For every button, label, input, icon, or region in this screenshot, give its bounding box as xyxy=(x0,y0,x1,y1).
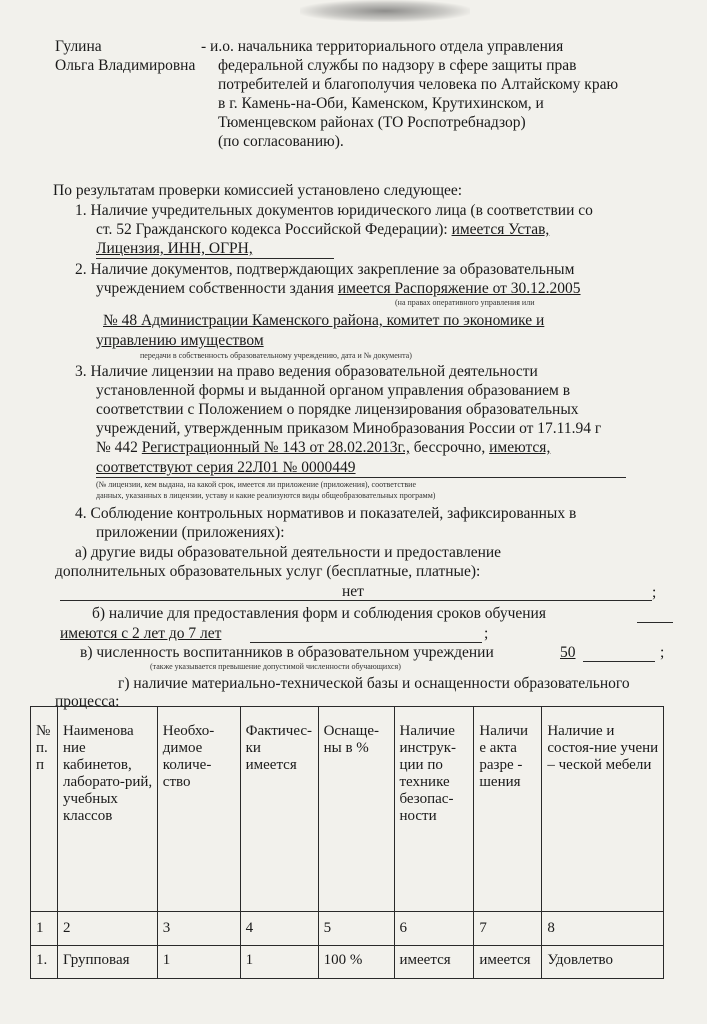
item2-line2-text: учреждением собственности здания xyxy=(96,280,338,297)
table-header-cell: Наличи е акта разре - шения xyxy=(474,707,542,912)
item1-documents-value-2: Лицензия, ИНН, ОГРН, xyxy=(96,240,253,257)
role-line-3: потребителей и благополучия человека по Алтайскому краю xyxy=(218,76,619,93)
item4a-line1: а) другие виды образовательной деятельности и предоставление xyxy=(75,544,502,561)
item4b-underline-1 xyxy=(637,622,673,623)
table-cell: 100 % xyxy=(318,946,394,979)
item4b-value: имеются с 2 лет до 7 лет xyxy=(60,625,222,642)
item1-line2 xyxy=(96,221,549,239)
table-cell: 1 xyxy=(240,946,318,979)
role-line-2: федеральной службы по надзору в сфере защиты прав xyxy=(218,57,577,74)
table-header-cell: Наличие инструк-ции по технике безопас-ности xyxy=(394,707,474,912)
table-column-number: 4 xyxy=(240,912,318,946)
item4-line1: 4. Соблюдение контрольных нормативов и показателей, зафиксированных в xyxy=(75,505,577,522)
role-line-1: - и.о. начальника территориального отдела управления xyxy=(201,38,564,55)
item1-underline xyxy=(96,258,334,259)
item3-series-value: соответствуют серия 22Л01 № 0000449 xyxy=(96,459,356,476)
table-column-number: 1 xyxy=(31,912,58,946)
role-line-4: в г. Камень-на-Оби, Каменском, Крутихинском, и xyxy=(218,95,544,112)
item2-order-value: имеется Распоряжение от 30.12.2005 xyxy=(337,280,581,297)
item3-underline xyxy=(96,477,626,478)
table-header-cell: Оснаще-ны в % xyxy=(318,707,394,912)
table-cell: Удовлетво xyxy=(542,946,664,979)
table-row xyxy=(31,946,664,979)
table-column-number: 5 xyxy=(318,912,394,946)
item1-line2-text: ст. 52 Гражданского кодекса Российской Федерации): xyxy=(96,221,452,238)
item4c-value: 50 xyxy=(560,644,576,661)
item3-line3: соответствии с Положением о порядке лицензирования образовательных xyxy=(96,401,579,418)
table-header-cell: № п. п xyxy=(31,707,58,912)
item2-line1: 2. Наличие документов, подтверждающих закрепление за образовательным xyxy=(75,261,575,278)
item3-note-2: данных, указанных в лицензии, уставу и какие реализуются виды общеобразовательных программ) xyxy=(96,491,436,500)
table-header-row xyxy=(31,707,664,912)
item4c-semicolon: ; xyxy=(660,644,665,661)
equipment-table xyxy=(30,706,664,979)
table-column-number: 8 xyxy=(542,912,664,946)
item4b-underline-2 xyxy=(250,642,482,643)
table-header-cell: Необхо-димое количе-ство xyxy=(157,707,240,912)
table-header-cell: Наименова ние кабинетов, лаборато-рий, учебных классов xyxy=(57,707,157,912)
item4a-value: нет xyxy=(342,583,364,600)
item4-line2: приложении (приложениях): xyxy=(96,524,285,541)
item3-line1: 3. Наличие лицензии на право ведения образовательной деятельности xyxy=(75,363,538,380)
item4c-note: (также указывается превышение допустимой численности обучающихся) xyxy=(150,662,401,671)
item2-note-1: (на правах оперативного управления или xyxy=(395,298,535,307)
table-column-number: 7 xyxy=(474,912,542,946)
item3-line5-mid: бессрочно, xyxy=(409,439,490,456)
item2-order-value-3: управлению имуществом xyxy=(96,332,264,349)
item4b-line: б) наличие для предоставления форм и соблюдения сроков обучения xyxy=(92,605,546,622)
table-header-cell: Фактичес-ки имеется xyxy=(240,707,318,912)
item1-line1: 1. Наличие учредительных документов юридического лица (в соответствии со xyxy=(75,202,593,219)
table-column-number: 3 xyxy=(157,912,240,946)
table-column-number: 2 xyxy=(57,912,157,946)
item2-line2 xyxy=(96,280,581,298)
scan-smudge xyxy=(300,0,470,22)
item4d-line2: процесса: xyxy=(55,693,120,710)
item3-line5-text: № 442 xyxy=(96,439,142,456)
item3-line4: учреждений, утвержденным приказом Минобразования России от 17.11.94 г xyxy=(96,420,602,437)
item4c-underline xyxy=(583,661,655,662)
table-cell: имеется xyxy=(394,946,474,979)
item3-exists-value: имеются, xyxy=(489,439,551,456)
table-cell: имеется xyxy=(474,946,542,979)
table-header-cell: Наличие и состоя-ние учени – ческой мебели xyxy=(542,707,664,912)
item4d-line1: г) наличие материально-технической базы и оснащенности образовательного xyxy=(118,675,630,692)
item3-registration-value: Регистрационный № 143 от 28.02.2013г., xyxy=(141,439,410,456)
item3-line5 xyxy=(96,439,550,457)
item4c-line: в) численность воспитанников в образовательном учреждении xyxy=(80,644,494,661)
person-name: Ольга Владимировна xyxy=(55,57,196,74)
item2-order-value-2: № 48 Администрации Каменского района, комитет по экономике и xyxy=(103,312,545,329)
table-cell: Групповая xyxy=(57,946,157,979)
intro-text: По результатам проверки комиссией установлено следующее: xyxy=(53,182,463,199)
item2-note-2: передачи в собственность образовательному учреждению, дата и № документа) xyxy=(140,351,412,360)
item4a-line2: дополнительных образовательных услуг (бесплатные, платные): xyxy=(55,563,481,580)
item4b-semicolon: ; xyxy=(484,625,489,642)
person-surname: Гулина xyxy=(55,38,102,55)
role-line-5: Тюменцевском районах (ТО Роспотребнадзор) xyxy=(218,114,526,131)
item3-note-1: (№ лицензии, кем выдана, на какой срок, имеется ли приложение (приложения), соответствие xyxy=(96,480,417,489)
item3-line2: установленной формы и выданной органом управления образованием в xyxy=(96,382,571,399)
role-line-6: (по согласованию). xyxy=(218,133,344,150)
table-column-numbers-row xyxy=(31,912,664,946)
table-cell: 1 xyxy=(157,946,240,979)
item4a-semicolon: ; xyxy=(652,584,657,601)
item1-documents-value: имеется Устав, xyxy=(451,221,550,238)
table-column-number: 6 xyxy=(394,912,474,946)
item4a-underline xyxy=(60,600,652,601)
table-cell: 1. xyxy=(31,946,58,979)
